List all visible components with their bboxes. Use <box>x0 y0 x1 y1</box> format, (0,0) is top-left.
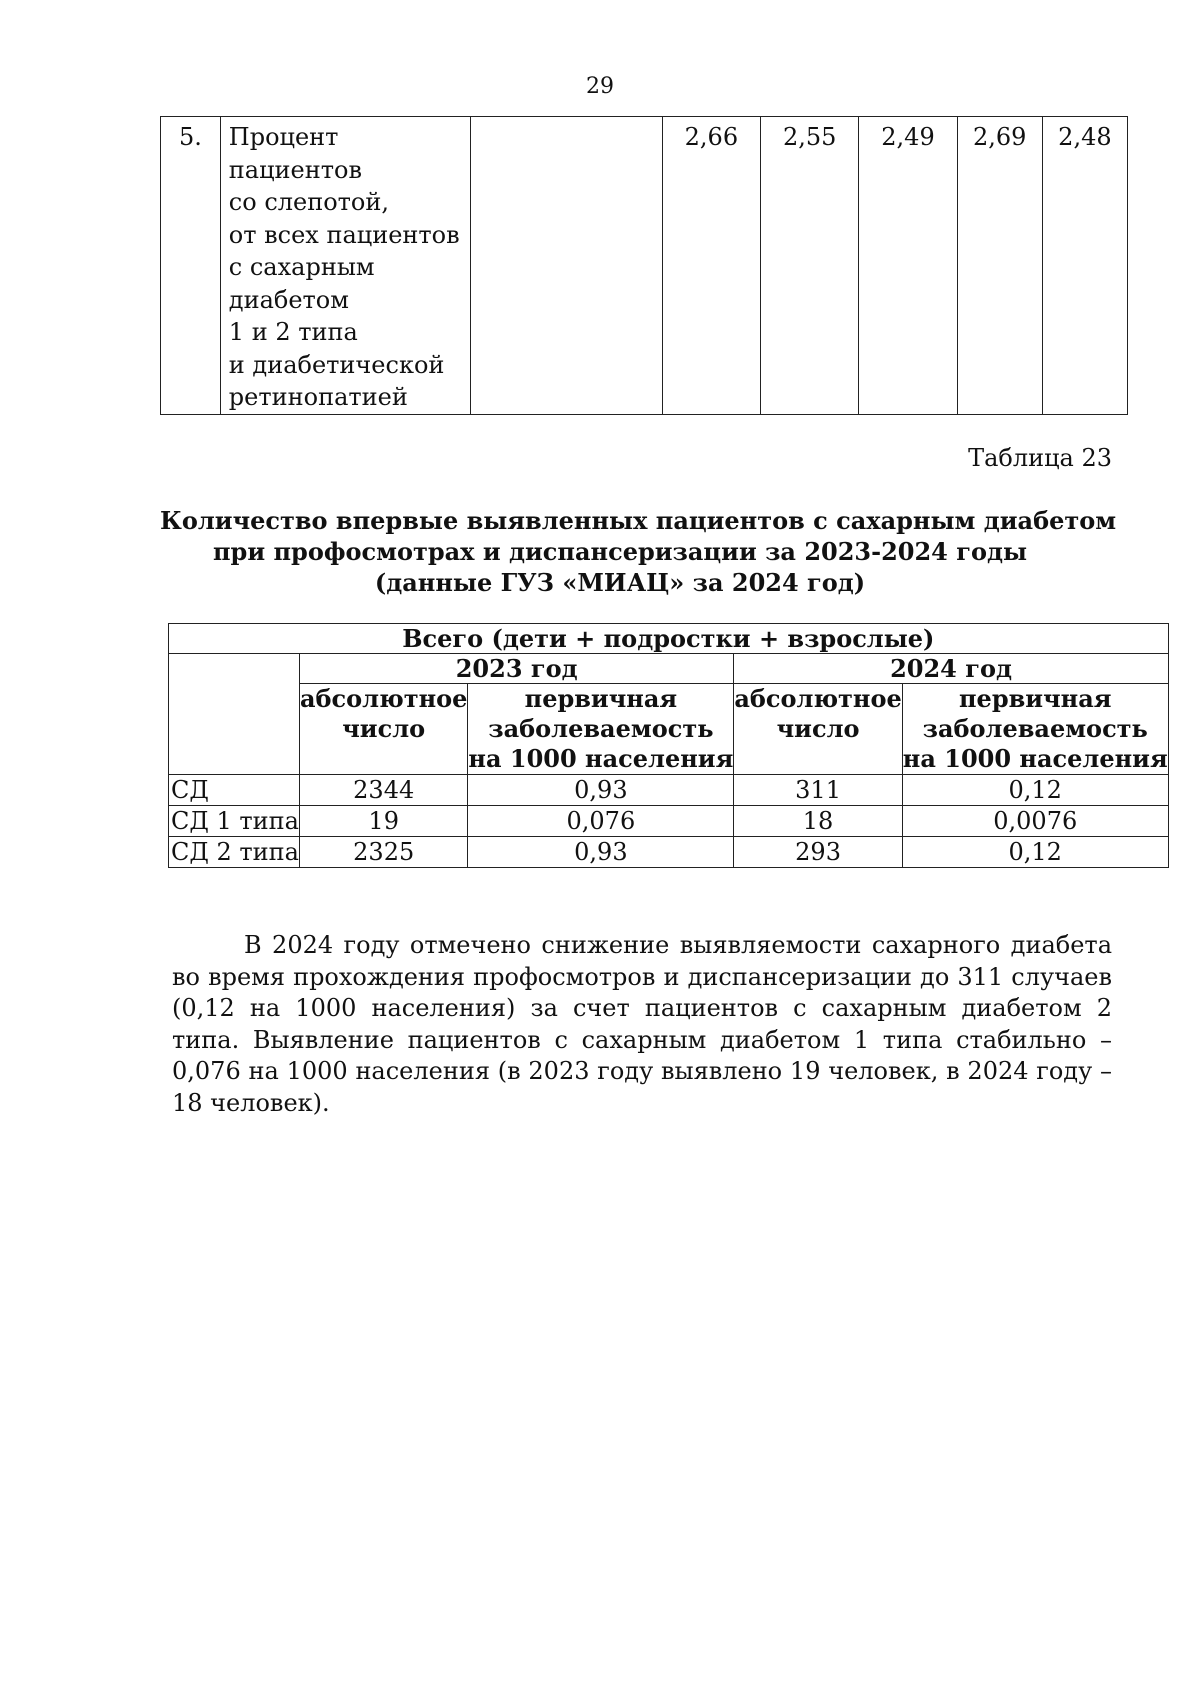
name-line: от всех пациентов <box>228 220 460 249</box>
title-line: Количество впервые выявленных пациентов с сахарным диабетом <box>160 506 1117 535</box>
cell-abs-2023: 2325 <box>299 837 467 868</box>
table-row <box>169 806 1169 837</box>
name-line: с сахарным <box>228 253 375 281</box>
table-caption: Таблица 23 <box>968 444 1112 472</box>
title-line: при профосмотрах и диспансеризации за 2023-2024 годы <box>212 537 1028 566</box>
cell-rate-2024: 0,0076 <box>902 806 1168 837</box>
empty-cell <box>471 117 663 415</box>
cell-rate-2023: 0,076 <box>468 806 734 837</box>
header-line: заболеваемость <box>488 714 714 743</box>
cell-abs-2024: 18 <box>734 806 902 837</box>
value-cell: 2,49 <box>859 117 957 415</box>
table-row <box>169 837 1169 868</box>
cell-abs-2024: 293 <box>734 837 902 868</box>
body-paragraph: В 2024 году отмечено снижение выявляемости сахарного диабета во время прохождения профосмотров и диспансеризации до 311 случаев (0,12 на 1000 населения) за счет пациентов с сахарным диабетом 2 типа. Выявление пациентов с сахарным диабетом 1 типа стабильно – 0,076 на 1000 населения (в 2023 году выявлено 19 человек, в 2024 году – 18 человек). <box>172 931 1112 1117</box>
cell-abs-2024: 311 <box>734 775 902 806</box>
header-row <box>169 654 1169 684</box>
cell-rate-2024: 0,12 <box>902 775 1168 806</box>
year-header-2023: 2023 год <box>299 654 733 684</box>
cell-rate-2023: 0,93 <box>468 837 734 868</box>
header-line: абсолютное <box>734 684 902 713</box>
name-line: со слепотой, <box>228 188 390 216</box>
column-header-absolute <box>734 684 902 775</box>
cell-abs-2023: 19 <box>299 806 467 837</box>
table-row <box>169 775 1169 806</box>
group-header: Всего (дети + подростки + взрослые) <box>169 624 1169 654</box>
row-label: СД 2 типа <box>169 837 300 868</box>
column-header-rate <box>902 684 1168 775</box>
row-indicator-name <box>220 117 470 415</box>
header-line: на 1000 населения <box>468 744 734 773</box>
value-cell: 2,69 <box>957 117 1042 415</box>
table-row <box>161 117 1128 415</box>
header-row <box>169 684 1169 775</box>
corner-cell <box>169 654 300 775</box>
continuation-table <box>160 116 1128 415</box>
name-line: диабетом <box>228 285 349 314</box>
header-line: первичная <box>958 684 1112 713</box>
cell-rate-2024: 0,12 <box>902 837 1168 868</box>
name-line: пациентов <box>228 155 362 184</box>
column-header-rate <box>468 684 734 775</box>
header-line: первичная <box>524 684 678 713</box>
table-title <box>160 505 1117 598</box>
header-line: абсолютное <box>299 684 468 713</box>
row-label: СД 1 типа <box>169 806 300 837</box>
header-line: число <box>776 714 860 743</box>
name-line: 1 и 2 типа <box>228 318 358 346</box>
value-cell: 2,66 <box>662 117 760 415</box>
diabetes-table <box>168 623 1169 868</box>
title-line: (данные ГУЗ «МИАЦ» за 2024 год) <box>374 568 866 597</box>
page-number: 29 <box>586 74 614 99</box>
year-header-2024: 2024 год <box>734 654 1168 684</box>
row-number: 5. <box>161 117 221 415</box>
value-cell: 2,55 <box>761 117 859 415</box>
header-line: на 1000 населения <box>902 744 1168 773</box>
column-header-absolute <box>299 684 467 775</box>
cell-rate-2023: 0,93 <box>468 775 734 806</box>
name-line: ретинопатией <box>228 383 408 411</box>
name-line: Процент <box>228 123 339 151</box>
header-line: заболеваемость <box>922 714 1148 743</box>
value-cell: 2,48 <box>1042 117 1127 415</box>
cell-abs-2023: 2344 <box>299 775 467 806</box>
name-line: и диабетической <box>228 350 445 379</box>
header-line: число <box>342 714 426 743</box>
row-label: СД <box>169 775 300 806</box>
header-row <box>169 624 1169 654</box>
